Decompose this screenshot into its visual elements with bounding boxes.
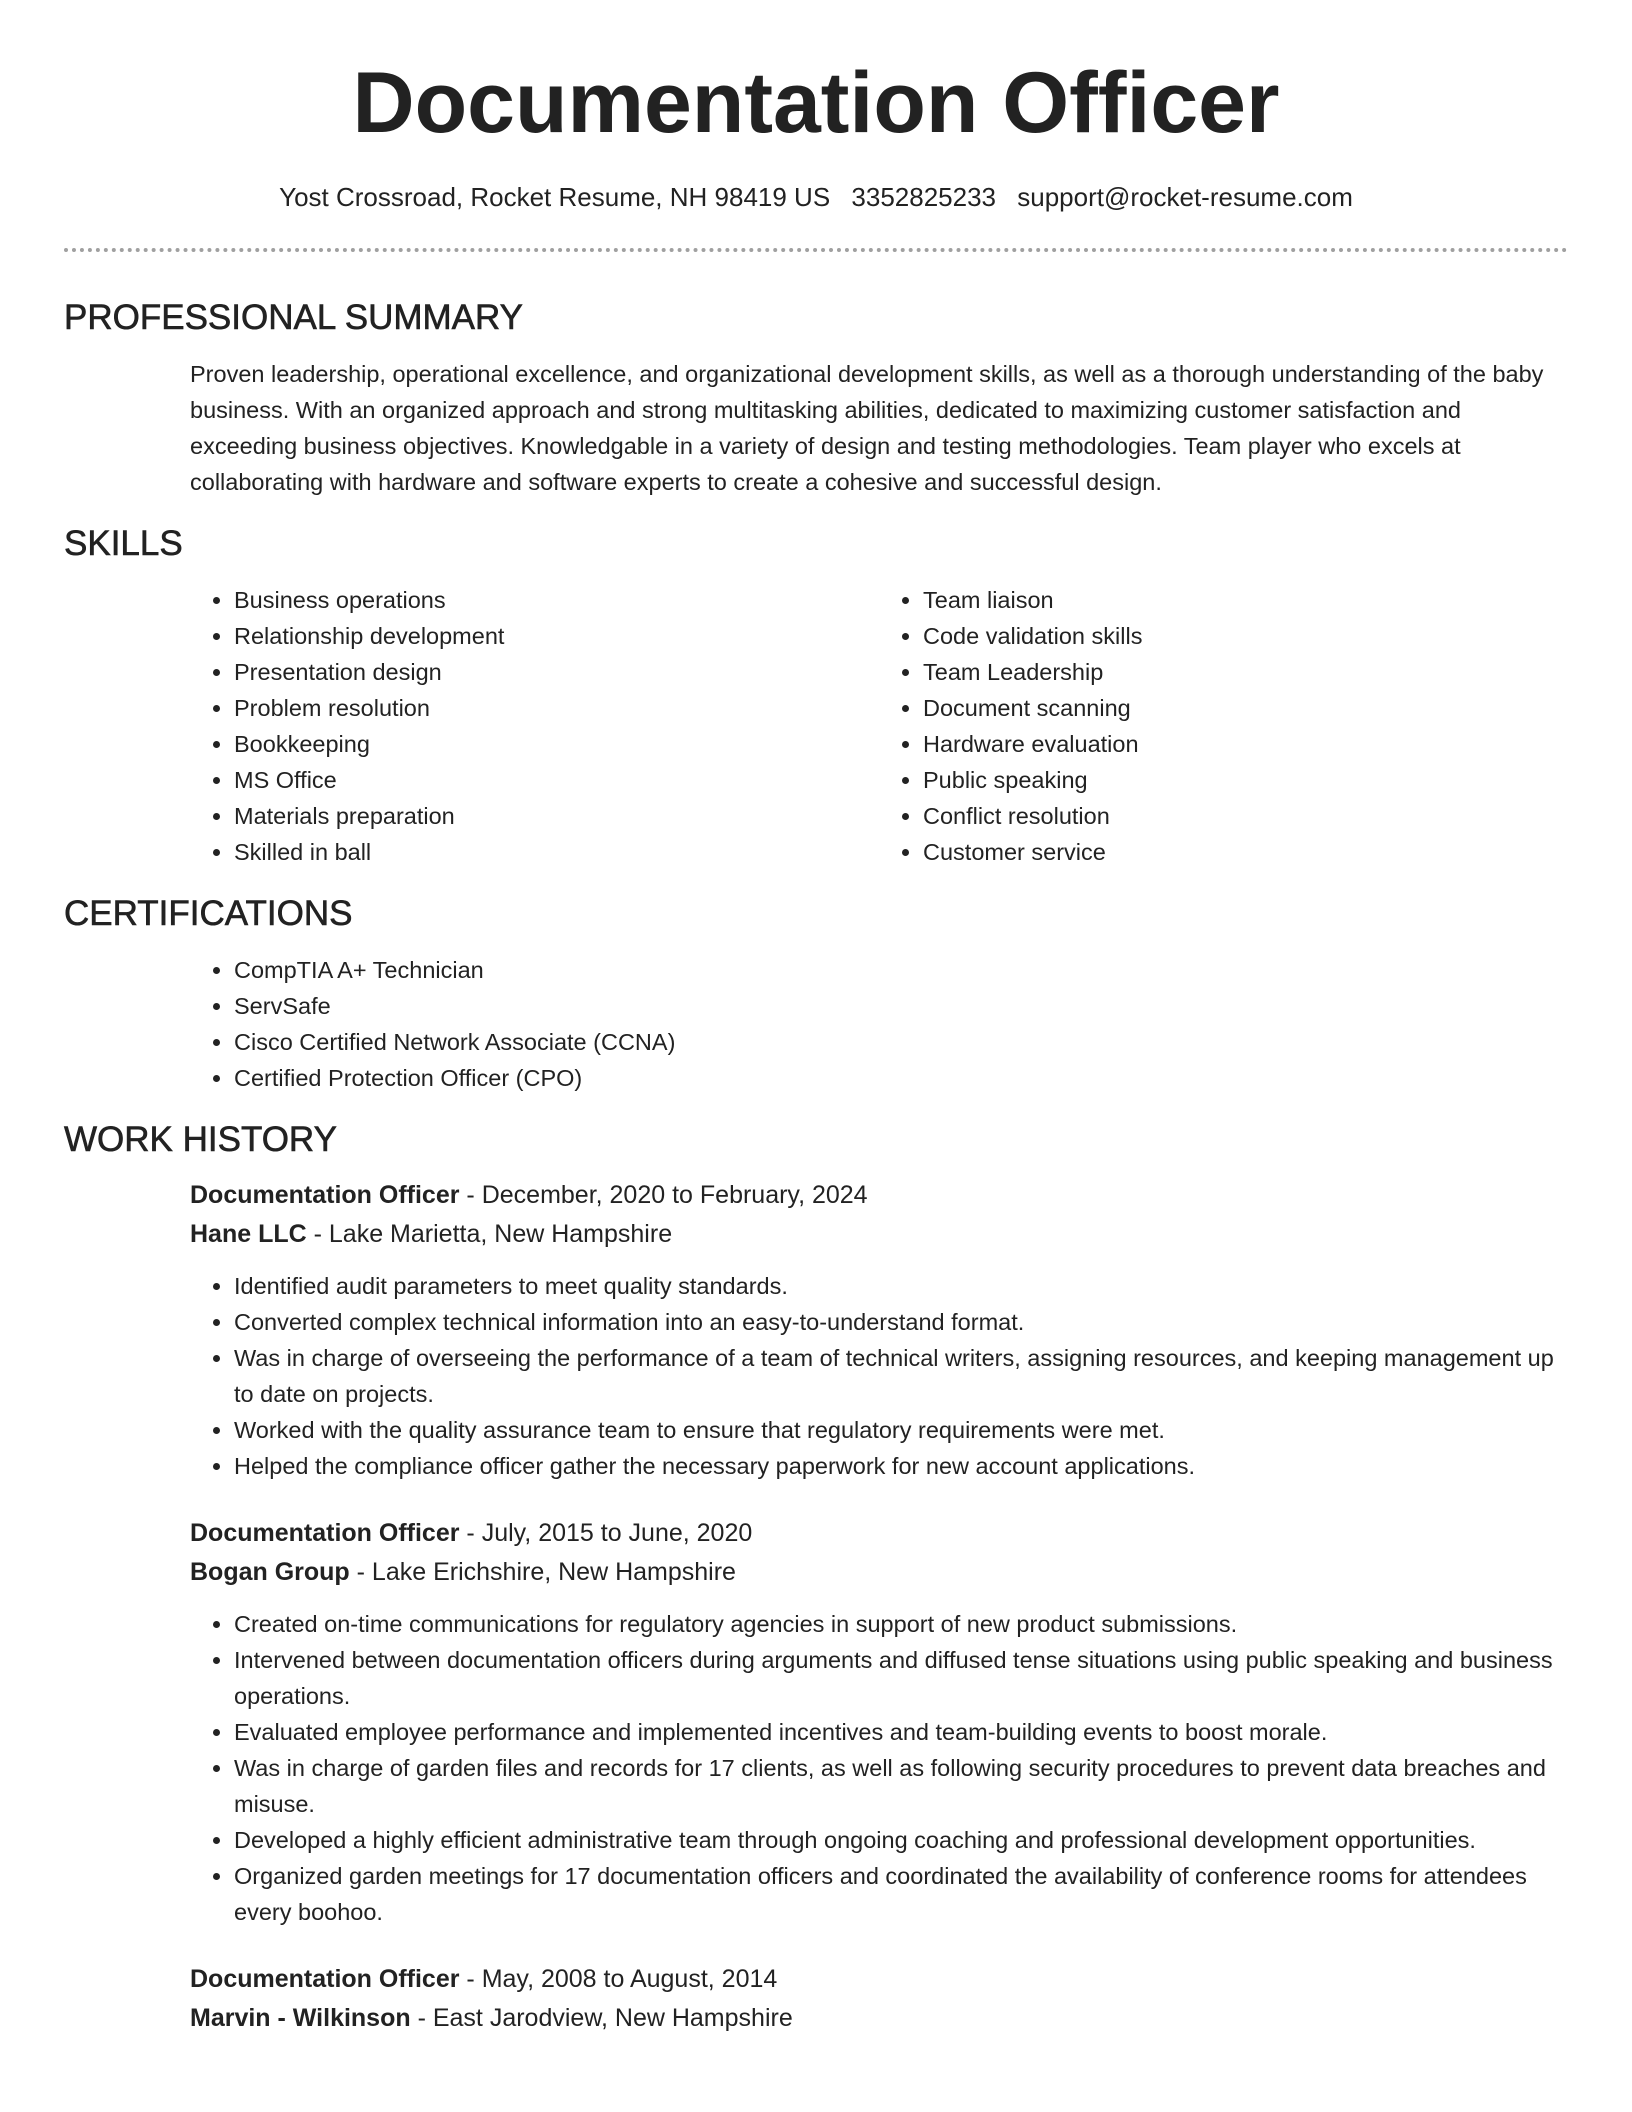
job-entry — [64, 1176, 1568, 1484]
job-title-line — [190, 1514, 1568, 1553]
certification-item: • ServSafe — [234, 988, 1568, 1024]
job-bullet: • Worked with the quality assurance team to ensure that regulatory requirements were met. — [234, 1412, 1568, 1448]
skill-item: • MS Office — [234, 762, 879, 798]
job-company-line — [190, 1553, 1568, 1592]
certification-item: • Cisco Certified Network Associate (CCNA) — [234, 1024, 1568, 1060]
job-bullet: • Was in charge of garden files and records for 17 clients, as well as following security procedures to prevent data breaches and misuse. — [234, 1750, 1568, 1822]
summary-section — [64, 356, 1568, 500]
certification-item: • Certified Protection Officer (CPO) — [234, 1060, 1568, 1096]
skills-list-left — [190, 582, 879, 870]
job-dates: - December, 2020 to February, 2024 — [459, 1181, 868, 1209]
skills-list-right — [879, 582, 1568, 870]
skill-item: • Materials preparation — [234, 798, 879, 834]
job-entry — [64, 1960, 1568, 2038]
job-bullet: • Converted complex technical information into an easy-to-understand format. — [234, 1304, 1568, 1340]
job-company-line — [190, 1215, 1568, 1254]
skill-item: • Customer service — [923, 834, 1568, 870]
certifications-list — [190, 952, 1568, 1096]
job-role: Documentation Officer — [190, 1181, 460, 1209]
skill-item: • Hardware evaluation — [923, 726, 1568, 762]
job-location: - Lake Erichshire, New Hampshire — [349, 1558, 736, 1586]
skill-item: • Conflict resolution — [923, 798, 1568, 834]
work-history-heading: WORK HISTORY — [64, 1120, 337, 1159]
job-bullet: • Developed a highly efficient administrative team through ongoing coaching and professional development opportunities. — [234, 1822, 1568, 1858]
job-bullet: • Evaluated employee performance and implemented incentives and team-building events to boost morale. — [234, 1714, 1568, 1750]
job-bullet: • Organized garden meetings for 17 documentation officers and coordinated the availability of conference rooms for attendees every boohoo. — [234, 1858, 1568, 1930]
skill-item: • Skilled in ball — [234, 834, 879, 870]
contact-address: Yost Crossroad, Rocket Resume, NH 98419 US — [279, 182, 831, 212]
job-title-line — [190, 1960, 1568, 1999]
skill-item: • Team liaison — [923, 582, 1568, 618]
skill-item: • Document scanning — [923, 690, 1568, 726]
job-company: Marvin - Wilkinson — [190, 2004, 411, 2032]
contact-line — [64, 180, 1568, 214]
skills-section — [64, 582, 1568, 870]
job-role: Documentation Officer — [190, 1965, 460, 1993]
job-dates: - July, 2015 to June, 2020 — [459, 1519, 753, 1547]
contact-phone: 3352825233 — [851, 182, 997, 212]
resume-name: Documentation Officer — [352, 55, 1280, 151]
job-company: Hane LLC — [190, 1220, 307, 1248]
job-bullet: • Created on-time communications for regulatory agencies in support of new product submissions. — [234, 1606, 1568, 1642]
job-location: - East Jarodview, New Hampshire — [410, 2004, 793, 2032]
skill-item: • Bookkeeping — [234, 726, 879, 762]
job-bullets — [190, 1606, 1568, 1930]
job-dates: - May, 2008 to August, 2014 — [459, 1965, 778, 1993]
skill-item: • Public speaking — [923, 762, 1568, 798]
job-location: - Lake Marietta, New Hampshire — [306, 1220, 673, 1248]
job-bullets — [190, 1268, 1568, 1484]
skill-item: • Presentation design — [234, 654, 879, 690]
summary-text: Proven leadership, operational excellence, and organizational development skills, as well as a thorough understanding of the baby business. With an organized approach and strong multitasking abilities, dedicated to maximizing customer satisfaction and exceeding business objectives. Knowledgable in a variety of design and testing methodologies. Team player who excels at collaborating with hardware and software experts to create a cohesive and successful design. — [190, 361, 1544, 495]
skill-item: • Problem resolution — [234, 690, 879, 726]
skill-item: • Relationship development — [234, 618, 879, 654]
skill-item: • Code validation skills — [923, 618, 1568, 654]
job-company: Bogan Group — [190, 1558, 350, 1586]
job-bullet: • Identified audit parameters to meet quality standards. — [234, 1268, 1568, 1304]
resume-page — [64, 0, 1568, 2038]
skills-heading: SKILLS — [64, 524, 183, 563]
job-bullet: • Intervened between documentation officers during arguments and diffused tense situations using public speaking and business operations. — [234, 1642, 1568, 1714]
certifications-heading: CERTIFICATIONS — [64, 894, 353, 933]
contact-email: support@rocket-resume.com — [1017, 182, 1353, 212]
header-divider — [64, 248, 1568, 252]
certifications-section — [64, 952, 1568, 1096]
skill-item: • Business operations — [234, 582, 879, 618]
job-title-line — [190, 1176, 1568, 1215]
job-role: Documentation Officer — [190, 1519, 460, 1547]
skill-item: • Team Leadership — [923, 654, 1568, 690]
job-company-line — [190, 1999, 1568, 2038]
job-entry — [64, 1514, 1568, 1930]
job-bullet: • Was in charge of overseeing the performance of a team of technical writers, assigning resources, and keeping management up to date on projects. — [234, 1340, 1568, 1412]
certification-item: • CompTIA A+ Technician — [234, 952, 1568, 988]
job-bullet: • Helped the compliance officer gather the necessary paperwork for new account applications. — [234, 1448, 1568, 1484]
summary-heading: PROFESSIONAL SUMMARY — [64, 298, 523, 337]
